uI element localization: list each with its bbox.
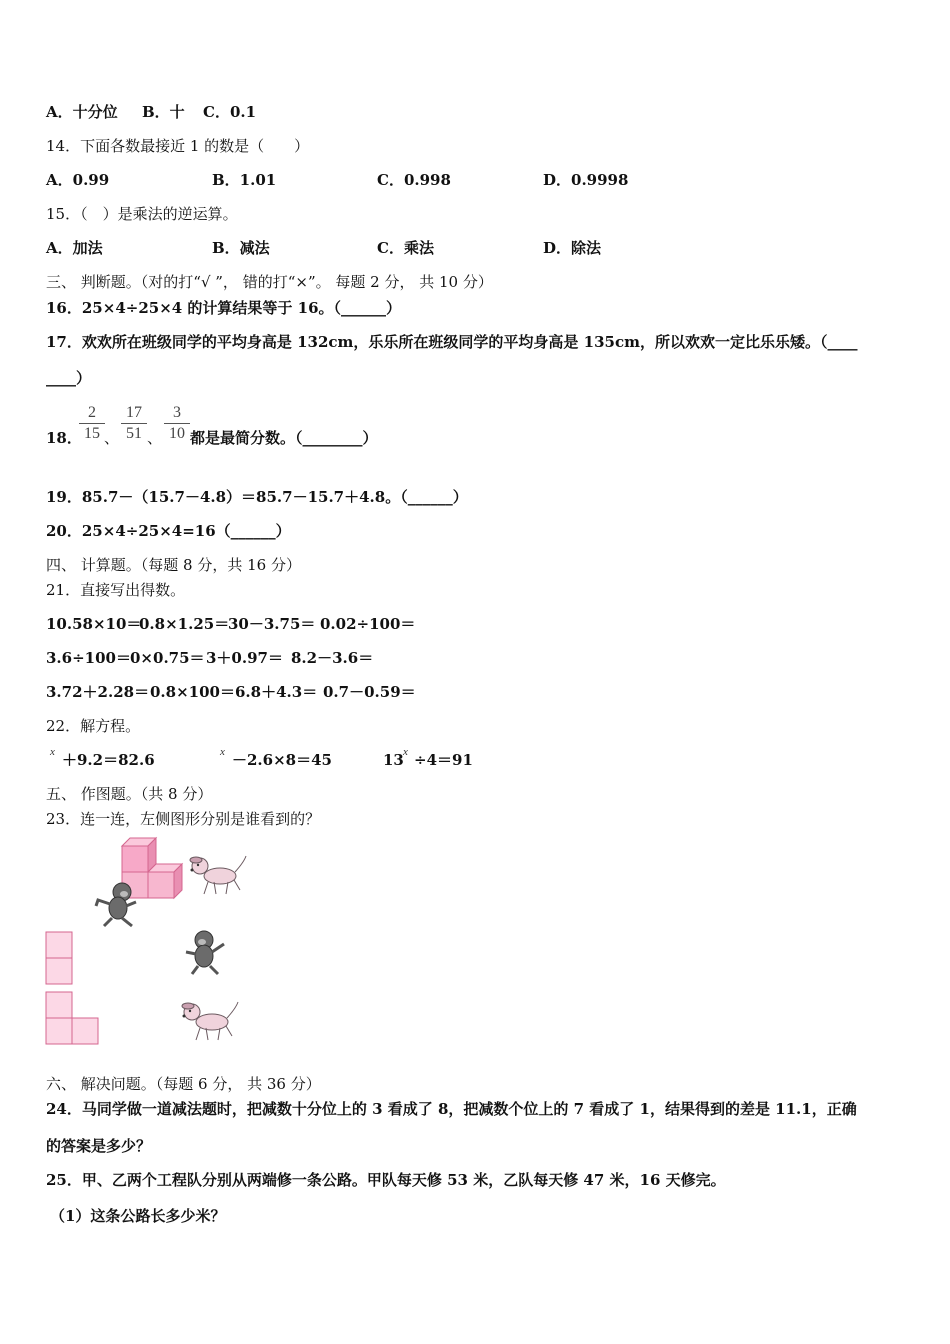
q17-text-line2: ____）	[46, 369, 92, 387]
q17-text-line1: 17．欢欢所在班级同学的平均身高是 132cm，乐乐所在班级同学的平均身高是 135cm，所以欢欢一定比乐乐矮。（____	[46, 333, 858, 351]
q15-option-b: B．减法	[212, 239, 270, 257]
calc-3-3: 6.8＋4.3＝	[235, 683, 318, 701]
front-view-figure	[46, 932, 74, 986]
equation-1: ＋9.2＝82.6	[62, 751, 155, 769]
equation-3-variable: x	[403, 746, 408, 758]
calc-1-2: 0.8×1.25＝	[139, 615, 230, 633]
q18-fraction-1	[79, 404, 105, 443]
dog-icon	[188, 852, 248, 896]
equation-1-variable: x	[50, 746, 55, 758]
q16-text: 16．25×4÷25×4 的计算结果等于 16。（______）	[46, 299, 402, 317]
q15-option-a: A．加法	[46, 239, 103, 257]
equation-2-variable: x	[220, 746, 225, 758]
calc-1-3: 30－3.75＝	[228, 615, 316, 633]
section-5-heading: 五、 作图题。（共 8 分）	[46, 785, 213, 803]
q13-option-a: A．十分位	[46, 103, 118, 121]
calc-1-1: 10.58×10＝	[46, 615, 142, 633]
calc-2-4: 8.2－3.6＝	[291, 649, 374, 667]
equation-3-suffix: ÷4＝91	[414, 751, 473, 769]
q18-separator-1: 、	[104, 429, 120, 447]
fraction-denominator: 15	[84, 425, 100, 442]
calc-3-4: 0.7－0.59＝	[323, 683, 416, 701]
calc-2-1: 3.6÷100＝	[46, 649, 131, 667]
fraction-denominator: 51	[126, 425, 142, 442]
section-4-heading: 四、 计算题。（每题 8 分，共 16 分）	[46, 556, 301, 574]
q24-text-line1: 24．马同学做一道减法题时，把减数十分位上的 3 看成了 8，把减数个位上的 7 看成了 1，结果得到的差是 11.1，正确	[46, 1100, 857, 1118]
q14-text: 14．下面各数最接近 1 的数是（ ）	[46, 137, 310, 155]
fraction-denominator: 10	[169, 425, 185, 442]
dog-icon	[180, 998, 240, 1042]
q20-text: 20．25×4÷25×4=16（______）	[46, 522, 291, 540]
calc-3-2: 0.8×100＝	[150, 683, 235, 701]
q24-text-line2: 的答案是多少？	[46, 1137, 152, 1155]
calc-3-1: 3.72＋2.28＝	[46, 683, 150, 701]
equation-3-prefix: 13	[383, 751, 404, 769]
q18-suffix: 都是最简分数。（________）	[190, 429, 378, 447]
q21-text: 21．直接写出得数。	[46, 581, 186, 599]
q18-fraction-2	[121, 404, 147, 443]
q15-option-c: C．乘法	[377, 239, 434, 257]
calc-2-2: 0×0.75＝	[130, 649, 205, 667]
q14-option-a: A．0.99	[46, 171, 110, 189]
q15-option-d: D．除法	[543, 239, 602, 257]
q14-option-d: D．0.9998	[543, 171, 629, 189]
q25-subquestion-1: （1）这条公路长多少米？	[50, 1207, 226, 1225]
q18-separator-2: 、	[147, 429, 163, 447]
section-3-heading: 三、 判断题。（对的打“√ ”， 错的打“×”。 每题 2 分， 共 10 分）	[46, 273, 493, 291]
q22-text: 22．解方程。	[46, 717, 141, 735]
calc-2-3: 3＋0.97＝	[206, 649, 283, 667]
fraction-numerator: 3	[173, 404, 181, 421]
calc-1-4: 0.02÷100＝	[320, 615, 416, 633]
equation-2: －2.6×8＝45	[232, 751, 332, 769]
q25-text: 25．甲、乙两个工程队分别从两端修一条公路。甲队每天修 53 米，乙队每天修 47 米，16 天修完。	[46, 1171, 726, 1189]
q15-text: 15．（ ）是乘法的逆运算。	[46, 205, 238, 223]
q19-text: 19．85.7－（15.7－4.8）＝85.7－15.7＋4.8。（______）	[46, 488, 468, 506]
q23-text: 23．连一连，左侧图形分别是谁看到的？	[46, 810, 321, 828]
fraction-numerator: 2	[88, 404, 96, 421]
section-6-heading: 六、 解决问题。（每题 6 分， 共 36 分）	[46, 1075, 321, 1093]
q13-option-c: C．0.1	[203, 103, 257, 121]
q13-option-b: B．十	[142, 103, 185, 121]
q14-option-b: B．1.01	[212, 171, 277, 189]
q18-prefix: 18．	[46, 429, 82, 447]
fraction-numerator: 17	[126, 404, 142, 421]
side-view-figure	[46, 992, 100, 1046]
monkey-icon	[92, 882, 140, 928]
q18-fraction-3	[164, 404, 190, 443]
q14-option-c: C．0.998	[377, 171, 451, 189]
monkey-icon	[182, 930, 230, 976]
